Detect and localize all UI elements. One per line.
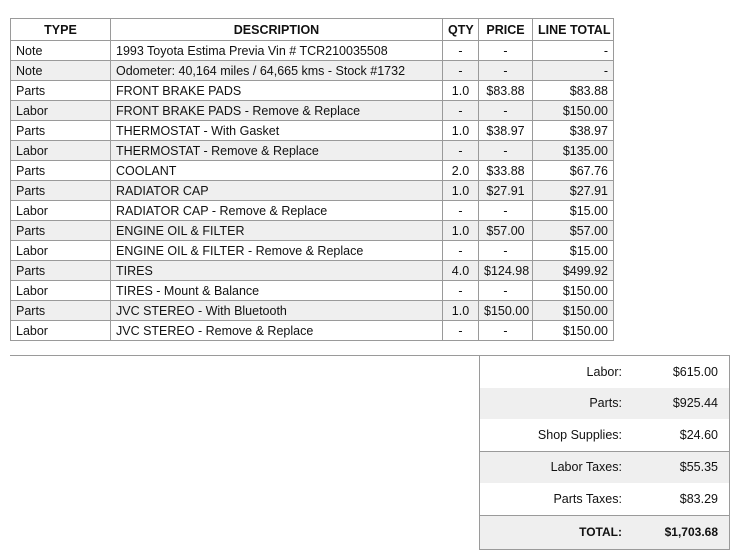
table-row bbox=[11, 181, 614, 201]
parts-taxes-row bbox=[480, 483, 729, 515]
line-total-cell: $150.00 bbox=[533, 321, 614, 341]
type-cell: Parts bbox=[11, 221, 111, 241]
line-total-cell: $150.00 bbox=[533, 301, 614, 321]
description-cell: ENGINE OIL & FILTER bbox=[111, 221, 443, 241]
table-row bbox=[11, 61, 614, 81]
table-row bbox=[11, 241, 614, 261]
type-cell: Parts bbox=[11, 161, 111, 181]
table-row bbox=[11, 41, 614, 61]
type-cell: Parts bbox=[11, 121, 111, 141]
column-header-line-total: LINE TOTAL bbox=[533, 19, 614, 41]
description-cell: RADIATOR CAP bbox=[111, 181, 443, 201]
table-row bbox=[11, 281, 614, 301]
qty-cell: - bbox=[443, 321, 479, 341]
price-cell: - bbox=[479, 41, 533, 61]
description-cell: JVC STEREO - With Bluetooth bbox=[111, 301, 443, 321]
labor-taxes-label: Labor Taxes: bbox=[550, 460, 622, 475]
type-cell: Labor bbox=[11, 321, 111, 341]
table-header bbox=[11, 19, 614, 41]
line-total-cell: $150.00 bbox=[533, 281, 614, 301]
qty-cell: - bbox=[443, 41, 479, 61]
line-total-cell: $27.91 bbox=[533, 181, 614, 201]
type-cell: Labor bbox=[11, 201, 111, 221]
shop-supplies-label: Shop Supplies: bbox=[537, 427, 622, 442]
price-cell: $124.98 bbox=[479, 261, 533, 281]
type-cell: Note bbox=[11, 41, 111, 61]
parts-total-value: $925.44 bbox=[672, 396, 718, 411]
line-total-cell: $135.00 bbox=[533, 141, 614, 161]
qty-cell: - bbox=[443, 241, 479, 261]
line-total-cell: $38.97 bbox=[533, 121, 614, 141]
description-cell: JVC STEREO - Remove & Replace bbox=[111, 321, 443, 341]
grand-total-row bbox=[480, 515, 729, 549]
labor-total-value: $615.00 bbox=[672, 364, 718, 379]
parts-taxes-value: $83.29 bbox=[679, 491, 718, 506]
type-cell: Parts bbox=[11, 261, 111, 281]
description-cell: TIRES bbox=[111, 261, 443, 281]
table-row bbox=[11, 101, 614, 121]
type-cell: Labor bbox=[11, 101, 111, 121]
table-row bbox=[11, 221, 614, 241]
table-row bbox=[11, 321, 614, 341]
qty-cell: - bbox=[443, 141, 479, 161]
labor-total-label: Labor: bbox=[586, 364, 622, 379]
column-header-description: DESCRIPTION bbox=[111, 19, 443, 41]
price-cell: - bbox=[479, 101, 533, 121]
price-cell: $27.91 bbox=[479, 181, 533, 201]
price-cell: - bbox=[479, 241, 533, 261]
line-total-cell: $83.88 bbox=[533, 81, 614, 101]
type-cell: Labor bbox=[11, 241, 111, 261]
qty-cell: 1.0 bbox=[443, 221, 479, 241]
qty-cell: - bbox=[443, 101, 479, 121]
labor-taxes-row bbox=[480, 451, 729, 484]
price-cell: - bbox=[479, 201, 533, 221]
parts-total-label: Parts: bbox=[589, 396, 622, 411]
table-row bbox=[11, 201, 614, 221]
column-header-price: PRICE bbox=[479, 19, 533, 41]
qty-cell: - bbox=[443, 281, 479, 301]
header-row bbox=[11, 19, 614, 41]
totals-summary bbox=[479, 355, 730, 550]
qty-cell: 2.0 bbox=[443, 161, 479, 181]
price-cell: - bbox=[479, 141, 533, 161]
qty-cell: 1.0 bbox=[443, 301, 479, 321]
line-total-cell: - bbox=[533, 41, 614, 61]
table-row bbox=[11, 141, 614, 161]
description-cell: FRONT BRAKE PADS - Remove & Replace bbox=[111, 101, 443, 121]
grand-total-label: TOTAL: bbox=[579, 525, 622, 539]
parts-taxes-label: Parts Taxes: bbox=[553, 491, 622, 506]
qty-cell: 1.0 bbox=[443, 121, 479, 141]
table-row bbox=[11, 121, 614, 141]
table-row bbox=[11, 81, 614, 101]
description-cell: RADIATOR CAP - Remove & Replace bbox=[111, 201, 443, 221]
invoice-line-items-table bbox=[10, 18, 614, 341]
table-bottom-border bbox=[10, 355, 479, 356]
line-total-cell: $499.92 bbox=[533, 261, 614, 281]
price-cell: - bbox=[479, 281, 533, 301]
table-row bbox=[11, 301, 614, 321]
description-cell: TIRES - Mount & Balance bbox=[111, 281, 443, 301]
labor-total-row bbox=[480, 356, 729, 388]
description-cell: THERMOSTAT - With Gasket bbox=[111, 121, 443, 141]
qty-cell: - bbox=[443, 61, 479, 81]
table-row bbox=[11, 161, 614, 181]
line-total-cell: $15.00 bbox=[533, 201, 614, 221]
column-header-type: TYPE bbox=[11, 19, 111, 41]
qty-cell: 4.0 bbox=[443, 261, 479, 281]
type-cell: Labor bbox=[11, 141, 111, 161]
price-cell: - bbox=[479, 321, 533, 341]
qty-cell: - bbox=[443, 201, 479, 221]
description-cell: ENGINE OIL & FILTER - Remove & Replace bbox=[111, 241, 443, 261]
description-cell: 1993 Toyota Estima Previa Vin # TCR210035508 bbox=[111, 41, 443, 61]
price-cell: $33.88 bbox=[479, 161, 533, 181]
line-total-cell: $67.76 bbox=[533, 161, 614, 181]
price-cell: $38.97 bbox=[479, 121, 533, 141]
labor-taxes-value: $55.35 bbox=[679, 460, 718, 475]
description-cell: FRONT BRAKE PADS bbox=[111, 81, 443, 101]
line-total-cell: $150.00 bbox=[533, 101, 614, 121]
shop-supplies-row bbox=[480, 419, 729, 451]
line-total-cell: - bbox=[533, 61, 614, 81]
parts-total-row bbox=[480, 388, 729, 420]
qty-cell: 1.0 bbox=[443, 81, 479, 101]
line-total-cell: $57.00 bbox=[533, 221, 614, 241]
column-header-qty: QTY bbox=[443, 19, 479, 41]
price-cell: $83.88 bbox=[479, 81, 533, 101]
type-cell: Labor bbox=[11, 281, 111, 301]
price-cell: $150.00 bbox=[479, 301, 533, 321]
description-cell: THERMOSTAT - Remove & Replace bbox=[111, 141, 443, 161]
shop-supplies-value: $24.60 bbox=[679, 427, 718, 442]
table-body bbox=[11, 41, 614, 341]
description-cell: Odometer: 40,164 miles / 64,665 kms - Stock #1732 bbox=[111, 61, 443, 81]
type-cell: Parts bbox=[11, 181, 111, 201]
type-cell: Parts bbox=[11, 81, 111, 101]
type-cell: Parts bbox=[11, 301, 111, 321]
line-total-cell: $15.00 bbox=[533, 241, 614, 261]
table-row bbox=[11, 261, 614, 281]
description-cell: COOLANT bbox=[111, 161, 443, 181]
type-cell: Note bbox=[11, 61, 111, 81]
qty-cell: 1.0 bbox=[443, 181, 479, 201]
grand-total-value: $1,703.68 bbox=[664, 525, 718, 539]
price-cell: $57.00 bbox=[479, 221, 533, 241]
price-cell: - bbox=[479, 61, 533, 81]
